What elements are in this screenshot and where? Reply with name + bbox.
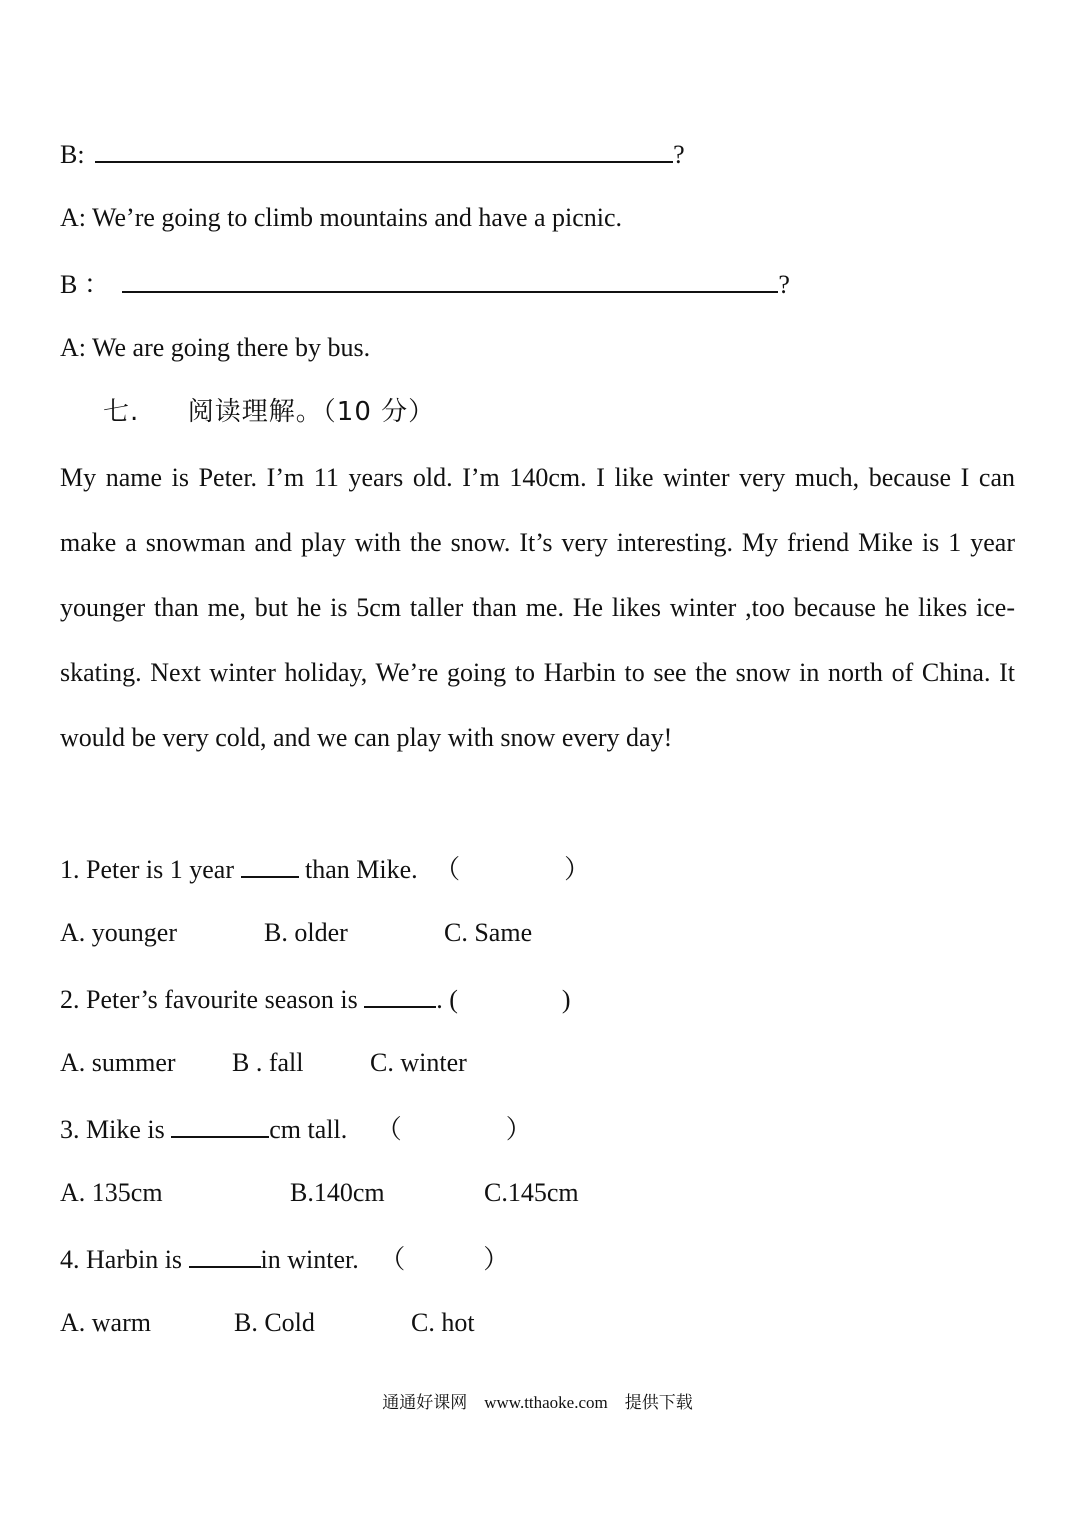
option-a[interactable]: A. younger (60, 918, 177, 947)
dialogue-line-3 (60, 267, 790, 301)
answer-blank[interactable] (171, 1112, 269, 1138)
option-a[interactable]: A. 135cm (60, 1178, 163, 1207)
answer-parentheses[interactable]: （ ） (434, 855, 591, 884)
question-3-options (60, 1177, 579, 1209)
dialogue-text: We are going there by bus. (92, 333, 371, 362)
option-a[interactable]: A. summer (60, 1048, 176, 1077)
question-1-options (60, 917, 532, 949)
option-b[interactable]: B. Cold (234, 1308, 315, 1337)
question-text: in winter. (260, 1245, 359, 1274)
option-b[interactable]: B . fall (232, 1048, 304, 1077)
dialogue-line-1 (60, 137, 685, 171)
question-1 (60, 852, 590, 886)
reading-passage: My name is Peter. I’m 11 years old. I’m 140cm. I like winter very much, because I can make a snowman and play with the snow. It’s very interesting. My friend Mike is 1 year younger than me, but he is 5cm taller than me. He likes winter ,too because he likes ice-skating. Next winter holiday, We’re going to Harbin to see the snow in north of China. It would be very cold, and we can play with snow every day! (60, 463, 1015, 752)
dialogue-text: We’re going to climb mountains and have a picnic. (92, 203, 623, 232)
option-a[interactable]: A. warm (60, 1308, 151, 1337)
page-footer: 通通好课网 www.tthaoke.com 提供下载 (382, 1393, 693, 1412)
question-text: 2. Peter’s favourite season is (60, 985, 358, 1014)
answer-blank[interactable] (364, 982, 436, 1008)
answer-blank[interactable] (95, 137, 673, 163)
section-title: 阅读理解。（10 分） (187, 397, 436, 427)
option-b[interactable]: B. older (264, 918, 348, 947)
question-text: 1. Peter is 1 year (60, 855, 235, 884)
option-b[interactable]: B.140cm (290, 1178, 385, 1207)
question-4-options (60, 1307, 475, 1339)
dialogue-line-2 (60, 202, 622, 234)
question-text: than Mike. (305, 855, 418, 884)
dialogue-line-4 (60, 332, 370, 364)
question-4 (60, 1242, 509, 1276)
dialogue-speaker: B: (60, 140, 85, 169)
question-text: cm tall. (269, 1115, 348, 1144)
answer-blank[interactable] (189, 1242, 261, 1268)
section-number: 七. (103, 397, 140, 427)
question-text: 3. Mike is (60, 1115, 165, 1144)
question-mark: ? (673, 140, 685, 169)
answer-blank[interactable] (122, 267, 778, 293)
question-3 (60, 1112, 532, 1146)
dialogue-speaker: A: (60, 203, 86, 232)
question-2-options (60, 1047, 467, 1079)
answer-parentheses[interactable]: （ ） (379, 1245, 510, 1274)
option-c[interactable]: C. winter (370, 1048, 467, 1077)
dialogue-speaker: B ： (60, 270, 110, 299)
option-c[interactable]: C. hot (411, 1308, 475, 1337)
answer-blank[interactable] (241, 852, 299, 878)
answer-parentheses[interactable]: （ ） (375, 1115, 532, 1144)
question-mark: ? (778, 270, 790, 299)
dialogue-speaker: A: (60, 333, 86, 362)
question-text: . (436, 985, 443, 1014)
question-text: 4. Harbin is (60, 1245, 183, 1274)
option-c[interactable]: C.145cm (484, 1178, 579, 1207)
section-heading (103, 396, 435, 428)
answer-parentheses[interactable]: ( ) (449, 985, 571, 1014)
option-c[interactable]: C. Same (444, 918, 533, 947)
question-2 (60, 982, 571, 1016)
